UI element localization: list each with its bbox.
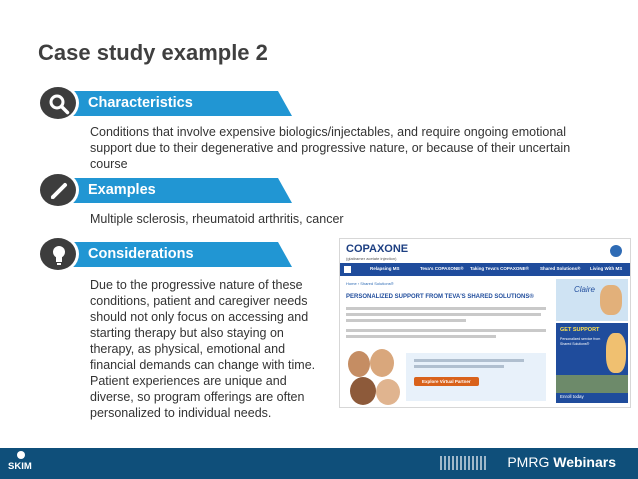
footer-bar xyxy=(0,448,638,479)
support-person-photo xyxy=(606,333,626,373)
copaxone-logo: COPAXONE xyxy=(346,243,409,255)
nav-item[interactable]: Teva's COPAXONE® xyxy=(420,266,464,271)
claire-name: Claire xyxy=(574,285,595,294)
characteristics-text: Conditions that involve expensive biologics/injectables, and require ongoing emotional support due to their degenerative and progressive nature, or because of their uncertain course xyxy=(90,125,571,171)
site-search-icon[interactable] xyxy=(610,245,622,257)
considerations-text: Due to the progressive nature of these conditions, patient and caregiver needs should not only focus on accessing and starting therapy but also staying on therapy, as physical, emotional and financial demands can change with time. Patient experiences are unique and diverse, so program offerings are often personalized to individual needs. xyxy=(90,278,316,420)
skim-logo: SKIM xyxy=(8,461,32,472)
site-nav-bar xyxy=(340,263,630,276)
skim-logo-dot xyxy=(17,451,25,459)
person-photo xyxy=(348,351,370,377)
pmrg-text: PMRG xyxy=(507,454,550,470)
webinars-text: Webinars xyxy=(553,454,616,470)
claire-panel xyxy=(556,279,628,321)
examples-banner xyxy=(46,178,292,203)
person-photo xyxy=(376,379,400,405)
text-line xyxy=(346,335,496,338)
slide-title: Case study example 2 xyxy=(38,40,268,65)
nav-item[interactable]: Relapsing MS xyxy=(370,266,400,271)
text-line xyxy=(346,319,466,322)
pmrg-webinars-logo xyxy=(507,454,616,470)
explore-virtual-partner-button[interactable]: Explore Virtual Partner xyxy=(414,377,479,386)
lightbulb-icon xyxy=(40,238,76,270)
get-support-heading: GET SUPPORT xyxy=(560,327,600,333)
copaxone-logo-sub: (glatiramer acetate injection) xyxy=(346,256,397,261)
nav-item[interactable]: Living With MS xyxy=(590,266,623,271)
pencil-icon xyxy=(40,174,76,206)
get-support-panel xyxy=(556,323,628,403)
examples-text: Multiple sclerosis, rheumatoid arthritis, cancer xyxy=(90,212,344,226)
enroll-link[interactable]: Enroll today xyxy=(560,394,584,399)
considerations-label: Considerations xyxy=(88,246,194,262)
text-line xyxy=(346,329,546,332)
get-support-text: Personalized service from Shared Solutions® xyxy=(560,337,601,346)
site-headline: PERSONALIZED SUPPORT FROM TEVA'S SHARED SOLUTIONS® xyxy=(346,294,534,300)
breadcrumb[interactable]: Home › Shared Solutions® xyxy=(346,281,394,286)
characteristics-label: Characteristics xyxy=(88,95,193,111)
magnifier-icon xyxy=(40,87,76,119)
cta-panel xyxy=(406,353,546,401)
text-line xyxy=(346,307,546,310)
text-line xyxy=(414,359,524,362)
nav-item[interactable]: Shared Solutions® xyxy=(540,266,581,271)
person-photo xyxy=(370,349,394,377)
text-line xyxy=(346,313,541,316)
home-icon[interactable] xyxy=(344,266,351,273)
copaxone-website-screenshot xyxy=(339,238,631,408)
nav-item[interactable]: Taking Teva's COPAXONE® xyxy=(470,266,529,271)
pmrg-dots-graphic xyxy=(440,456,486,470)
landscape-image xyxy=(556,375,628,393)
examples-label: Examples xyxy=(88,182,156,198)
claire-photo xyxy=(600,285,622,315)
person-photo xyxy=(350,377,376,405)
text-line xyxy=(414,365,504,368)
